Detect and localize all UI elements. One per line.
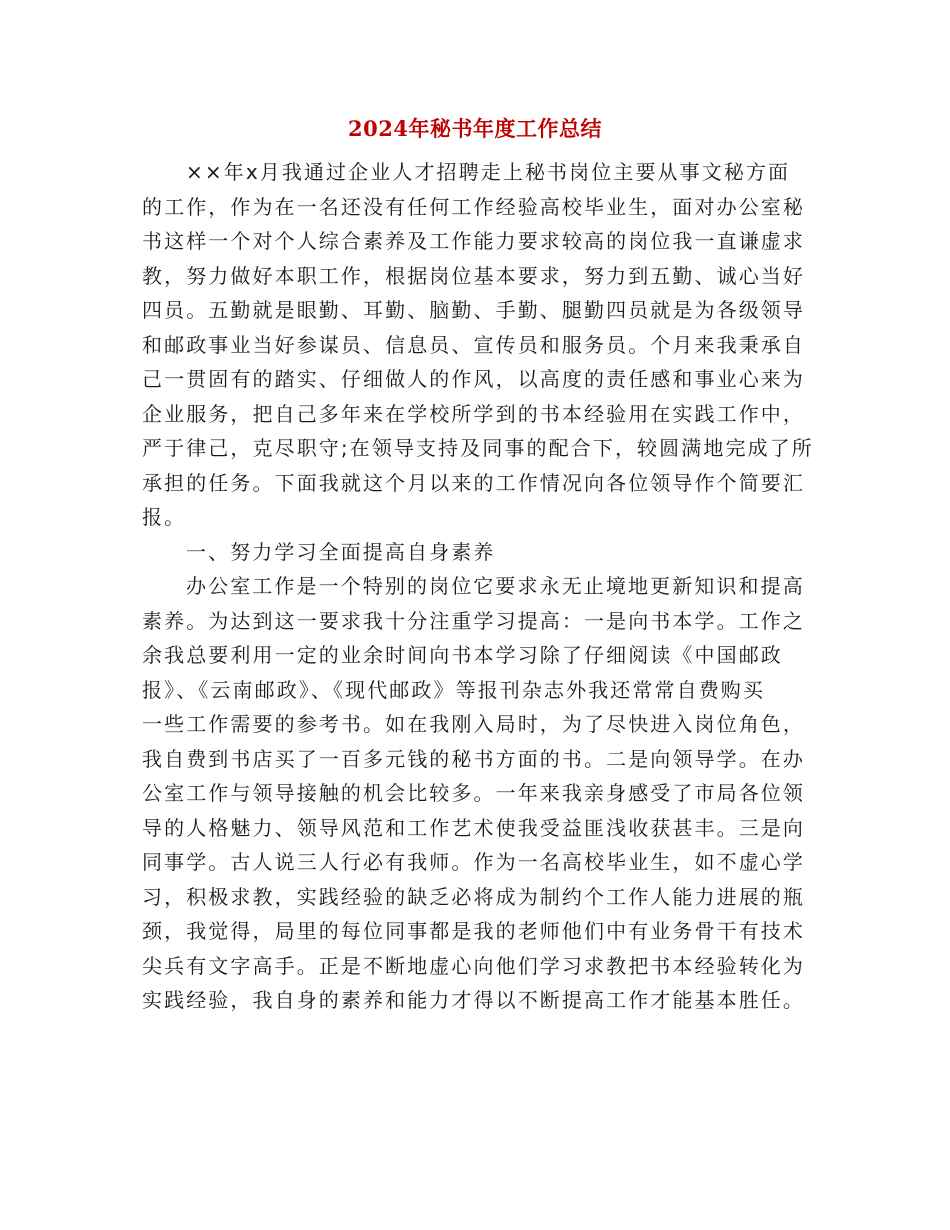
paragraph-line: 习，积极求教，实践经验的缺乏必将成为制约个工作人能力进展的瓶 — [142, 884, 805, 909]
paragraph-line: 素养。为达到这一要求我十分注重学习提高：一是向书本学。工作之 — [142, 608, 805, 633]
paragraph-line: 严于律己，克尽职守;在领导支持及同事的配合下，较圆满地完成了所 — [142, 436, 814, 460]
paragraph-line: 尖兵有文字高手。正是不断地虚心向他们学习求教把书本经验转化为 — [142, 953, 805, 978]
document-body — [142, 155, 814, 1018]
document-title: 2024年秘书年度工作总结 — [348, 116, 602, 141]
paragraph-line: 一些工作需要的参考书。如在我刚入局时，为了尽快进入岗位角色， — [142, 712, 805, 736]
paragraph-line: 报》、《云南邮政》、《现代邮政》等报刊杂志外我还常常自费购买 — [142, 677, 765, 702]
paragraph-line: 公室工作与领导接触的机会比较多。一年来我亲身感受了市局各位领 — [142, 781, 805, 805]
paragraph-line: 己一贯固有的踏实、仔细做人的作风，以高度的责任感和事业心来为 — [142, 367, 805, 391]
paragraph-line: 教，努力做好本职工作，根据岗位基本要求，努力到五勤、诚心当好 — [142, 263, 805, 288]
paragraph-line: 和邮政事业当好参谋员、信息员、宣传员和服务员。个月来我秉承自 — [142, 332, 805, 357]
paragraph-line: 颈，我觉得，局里的每位同事都是我的老师他们中有业务骨干有技术 — [142, 919, 805, 943]
paragraph-line: ××年x月我通过企业人才招聘走上秘书岗位主要从事文秘方面 — [186, 160, 791, 184]
paragraph-line: 同事学。古人说三人行必有我师。作为一名高校毕业生，如不虚心学 — [142, 850, 805, 874]
paragraph-line: 书这样一个对个人综合素养及工作能力要求较高的岗位我一直谦虚求 — [142, 229, 805, 253]
paragraph-line: 实践经验，我自身的素养和能力才得以不断提高工作才能基本胜任。 — [142, 988, 805, 1012]
section-heading: 一、努力学习全面提高自身素养 — [186, 539, 496, 564]
paragraph-line: 报。 — [142, 505, 187, 529]
paragraph-line: 四员。五勤就是眼勤、耳勤、脑勤、手勤、腿勤四员就是为各级领导 — [142, 298, 805, 322]
paragraph-line: 余我总要利用一定的业余时间向书本学习除了仔细阅读《中国邮政 — [142, 643, 783, 667]
paragraph-line: 办公室工作是一个特别的岗位它要求永无止境地更新知识和提高 — [186, 574, 805, 598]
paragraph-line: 我自费到书店买了一百多元钱的秘书方面的书。二是向领导学。在办 — [142, 746, 805, 771]
paragraph-line: 的工作，作为在一名还没有任何工作经验高校毕业生，面对办公室秘 — [142, 194, 805, 219]
paragraph-line: 承担的任务。下面我就这个月以来的工作情况向各位领导作个简要汇 — [142, 470, 805, 495]
paragraph-line: 导的人格魅力、领导风范和工作艺术使我受益匪浅收获甚丰。三是向 — [142, 815, 805, 840]
paragraph-line: 企业服务，把自己多年来在学校所学到的书本经验用在实践工作中， — [142, 401, 805, 426]
